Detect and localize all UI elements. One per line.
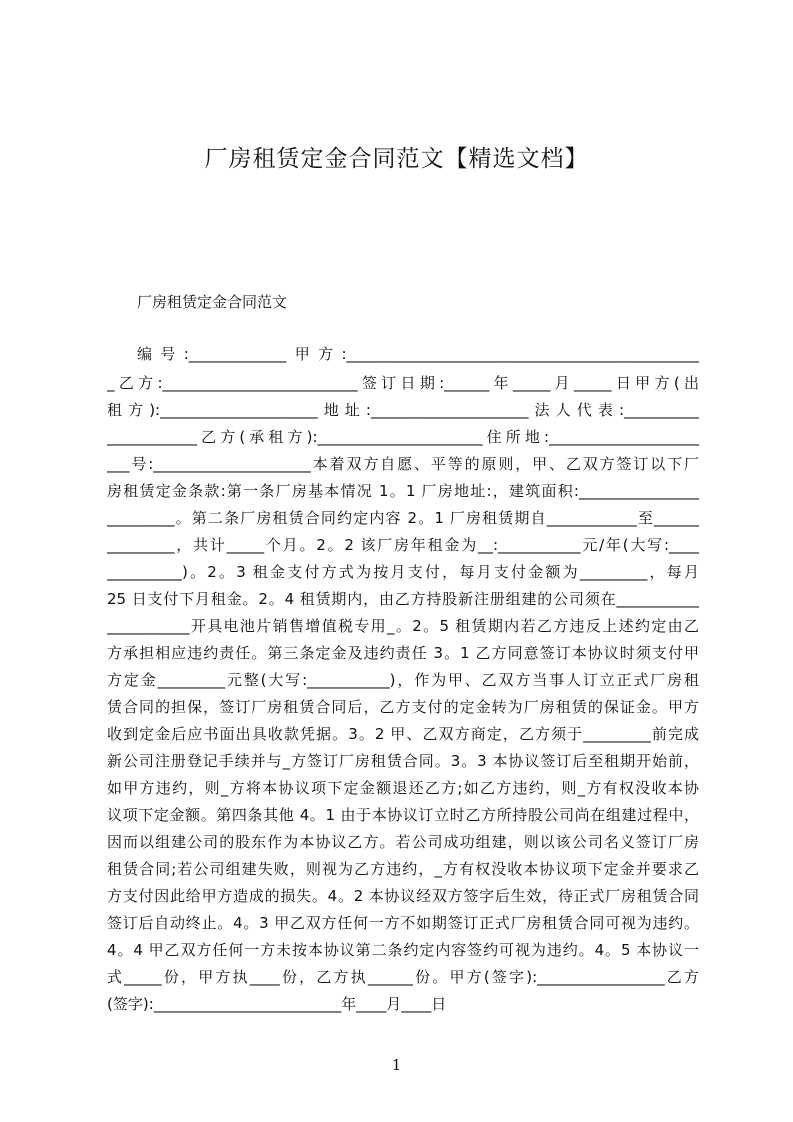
body-line: 收到定金后应书面出具收款凭据。3。2 甲、乙双方商定，乙方须于_________前完成 <box>107 725 699 743</box>
body-line: ____________乙方(承租方):______________________住所地:____________________ <box>107 428 699 446</box>
body-line: 方承担相应违约责任。第三条定金及违约责任 3。1 乙方同意签订本协议时须支付甲 <box>107 644 699 662</box>
body-line: 方定金_________元整(大写:___________)，作为甲、乙双方当事人订立正式厂房租 <box>107 671 699 689</box>
body-line: ___________开具电池片销售增值税专用_。2。5 租赁期内若乙方违反上述约定由乙 <box>107 617 699 635</box>
body-line: __________)。2。3 租金支付方式为按月支付，每月支付金额为_________，每月 <box>107 563 699 581</box>
body-line: 因而以组建公司的股东作为本协议乙方。若公司成功组建，则以该公司名义签订厂房 <box>107 833 699 851</box>
page-number: 1 <box>391 1056 402 1074</box>
body-line: 方支付因此给甲方造成的损失。4。2 本协议经双方签字后生效，待正式厂房租赁合同 <box>107 887 699 905</box>
body-line: 式_____份，甲方执____份，乙方执______份。甲方(签字):_________________乙方 <box>107 968 699 986</box>
body-line: ___号:_____________________本着双方自愿、平等的原则，甲、乙双方签订以下厂 <box>107 455 699 473</box>
body-line: _________。第二条厂房租赁合同约定内容 2。1 厂房租赁期自____________至______ <box>107 509 699 527</box>
body-line: 议项下定金额。第四条其他 4。1 由于本协议订立时乙方所持股公司尚在组建过程中， <box>107 806 699 824</box>
body-line: 房租赁定金条款:第一条厂房基本情况 1。1 厂房地址:，建筑面积:________________ <box>107 482 699 500</box>
body-line: _________，共计_____个月。2。2 该厂房年租金为__:___________元/年(大写:____ <box>107 536 699 554</box>
body-line: (签字):_________________________年____月____日 <box>107 995 447 1013</box>
body-line: 编号:_____________甲方:_______________________________________________ <box>137 345 699 363</box>
body-line: 租赁合同;若公司组建失败，则视为乙方违约，_方有权没收本协议项下定金并要求乙 <box>107 860 699 878</box>
document-subtitle: 厂房租赁定金合同范文 <box>137 293 288 311</box>
body-line: 赁合同的担保，签订厂房租赁合同后，乙方支付的定金转为厂房租赁的保证金。甲方 <box>107 698 699 716</box>
body-line: 如甲方违约，则_方将本协议项下定金额退还乙方;如乙方违约，则_方有权没收本协 <box>107 779 699 797</box>
body-line: 租方):_____________________地址:_____________________法人代表:__________ <box>107 401 699 419</box>
body-line: _乙方:__________________________签订日期:______年_____月_____日甲方(出 <box>107 374 699 392</box>
document-title: 厂房租赁定金合同范文【精选文档】 <box>204 146 589 172</box>
body-line: 4。4 甲乙双方任何一方未按本协议第二条约定内容签约可视为违约。4。5 本协议一 <box>107 941 699 959</box>
body-line: 25 日支付下月租金。2。4 租赁期内，由乙方持股新注册组建的公司须在___________ <box>107 590 699 608</box>
body-line: 签订后自动终止。4。3 甲乙双方任何一方不如期签订正式厂房租赁合同可视为违约。 <box>107 914 699 932</box>
body-line: 新公司注册登记手续并与_方签订厂房租赁合同。3。3 本协议签订后至租期开始前， <box>107 752 699 770</box>
